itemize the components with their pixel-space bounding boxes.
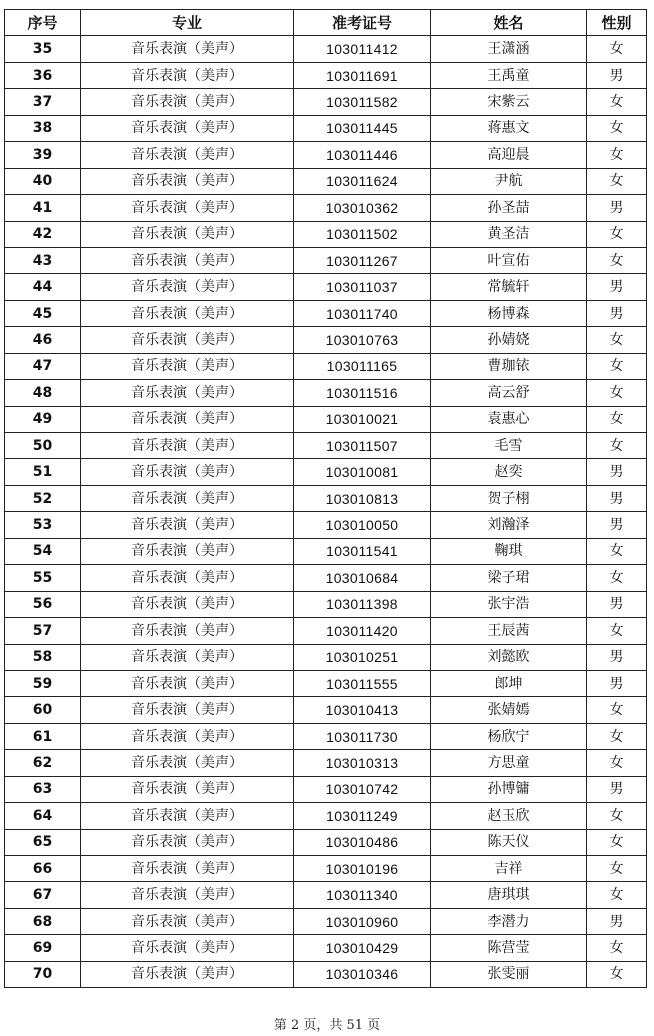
student-name-cell: 梁子珺 xyxy=(431,565,587,591)
exam-id-cell: 103010429 xyxy=(294,935,431,961)
table-row xyxy=(5,62,647,88)
gender-cell: 女 xyxy=(587,168,647,194)
student-name-cell: 王潇涵 xyxy=(431,36,587,62)
header-exam-id: 准考证号 xyxy=(294,10,431,36)
student-name-cell: 杨博森 xyxy=(431,300,587,326)
student-name-cell: 刘瀚泽 xyxy=(431,512,587,538)
exam-id-cell: 103011249 xyxy=(294,803,431,829)
table-row xyxy=(5,380,647,406)
gender-cell: 女 xyxy=(587,856,647,882)
table-row xyxy=(5,829,647,855)
table-row xyxy=(5,327,647,353)
serial-number-cell: 40 xyxy=(5,168,81,194)
exam-id-cell: 103010313 xyxy=(294,750,431,776)
major-cell: 音乐表演（美声） xyxy=(81,697,294,723)
student-name-cell: 赵奕 xyxy=(431,459,587,485)
exam-id-cell: 103010813 xyxy=(294,485,431,511)
table-row xyxy=(5,433,647,459)
table-row xyxy=(5,512,647,538)
table-row xyxy=(5,644,647,670)
major-cell: 音乐表演（美声） xyxy=(81,803,294,829)
gender-cell: 女 xyxy=(587,221,647,247)
gender-cell: 男 xyxy=(587,908,647,934)
serial-number-cell: 62 xyxy=(5,750,81,776)
major-cell: 音乐表演（美声） xyxy=(81,882,294,908)
table-row xyxy=(5,697,647,723)
student-name-cell: 方思童 xyxy=(431,750,587,776)
student-name-cell: 杨欣宁 xyxy=(431,723,587,749)
serial-number-cell: 54 xyxy=(5,538,81,564)
table-row xyxy=(5,353,647,379)
header-gender: 性别 xyxy=(587,10,647,36)
student-name-cell: 孙圣喆 xyxy=(431,195,587,221)
gender-cell: 女 xyxy=(587,565,647,591)
table-row xyxy=(5,670,647,696)
major-cell: 音乐表演（美声） xyxy=(81,591,294,617)
serial-number-cell: 55 xyxy=(5,565,81,591)
serial-number-cell: 57 xyxy=(5,618,81,644)
major-cell: 音乐表演（美声） xyxy=(81,115,294,141)
student-name-cell: 曹珈铱 xyxy=(431,353,587,379)
exam-id-cell: 103010742 xyxy=(294,776,431,802)
serial-number-cell: 69 xyxy=(5,935,81,961)
serial-number-cell: 36 xyxy=(5,62,81,88)
table-row xyxy=(5,115,647,141)
exam-id-cell: 103010486 xyxy=(294,829,431,855)
student-name-cell: 高云舒 xyxy=(431,380,587,406)
major-cell: 音乐表演（美声） xyxy=(81,485,294,511)
exam-id-cell: 103011037 xyxy=(294,274,431,300)
student-name-cell: 高迎晨 xyxy=(431,142,587,168)
student-name-cell: 黄圣洁 xyxy=(431,221,587,247)
table-row xyxy=(5,723,647,749)
student-name-cell: 陈营莹 xyxy=(431,935,587,961)
table-row xyxy=(5,168,647,194)
major-cell: 音乐表演（美声） xyxy=(81,327,294,353)
student-name-cell: 袁惠心 xyxy=(431,406,587,432)
serial-number-cell: 70 xyxy=(5,961,81,987)
gender-cell: 女 xyxy=(587,36,647,62)
student-name-cell: 蒋惠文 xyxy=(431,115,587,141)
table-row xyxy=(5,247,647,273)
table-row xyxy=(5,908,647,934)
major-cell: 音乐表演（美声） xyxy=(81,565,294,591)
exam-id-cell: 103011412 xyxy=(294,36,431,62)
serial-number-cell: 65 xyxy=(5,829,81,855)
gender-cell: 男 xyxy=(587,274,647,300)
exam-id-cell: 103010362 xyxy=(294,195,431,221)
gender-cell: 女 xyxy=(587,618,647,644)
serial-number-cell: 46 xyxy=(5,327,81,353)
table-row xyxy=(5,142,647,168)
student-name-cell: 唐琪琪 xyxy=(431,882,587,908)
serial-number-cell: 53 xyxy=(5,512,81,538)
student-name-cell: 张婧嫣 xyxy=(431,697,587,723)
gender-cell: 女 xyxy=(587,433,647,459)
serial-number-cell: 39 xyxy=(5,142,81,168)
exam-id-cell: 103010763 xyxy=(294,327,431,353)
major-cell: 音乐表演（美声） xyxy=(81,406,294,432)
gender-cell: 女 xyxy=(587,961,647,987)
exam-id-cell: 103011340 xyxy=(294,882,431,908)
student-name-cell: 常毓轩 xyxy=(431,274,587,300)
table-row xyxy=(5,459,647,485)
header-serial-number: 序号 xyxy=(5,10,81,36)
major-cell: 音乐表演（美声） xyxy=(81,829,294,855)
gender-cell: 女 xyxy=(587,380,647,406)
serial-number-cell: 60 xyxy=(5,697,81,723)
gender-cell: 男 xyxy=(587,62,647,88)
exam-id-cell: 103010346 xyxy=(294,961,431,987)
table-row xyxy=(5,221,647,247)
major-cell: 音乐表演（美声） xyxy=(81,776,294,802)
page-number-footer: 第 2 页，共 51 页 xyxy=(273,1018,381,1033)
serial-number-cell: 42 xyxy=(5,221,81,247)
gender-cell: 女 xyxy=(587,115,647,141)
student-name-cell: 赵玉欣 xyxy=(431,803,587,829)
exam-id-cell: 103011398 xyxy=(294,591,431,617)
major-cell: 音乐表演（美声） xyxy=(81,62,294,88)
exam-id-cell: 103011507 xyxy=(294,433,431,459)
gender-cell: 女 xyxy=(587,829,647,855)
exam-id-cell: 103010196 xyxy=(294,856,431,882)
table-row xyxy=(5,803,647,829)
exam-id-cell: 103010413 xyxy=(294,697,431,723)
table-row xyxy=(5,591,647,617)
serial-number-cell: 67 xyxy=(5,882,81,908)
major-cell: 音乐表演（美声） xyxy=(81,433,294,459)
table-row xyxy=(5,776,647,802)
exam-id-cell: 103011267 xyxy=(294,247,431,273)
major-cell: 音乐表演（美声） xyxy=(81,670,294,696)
serial-number-cell: 38 xyxy=(5,115,81,141)
gender-cell: 女 xyxy=(587,882,647,908)
exam-id-cell: 103010021 xyxy=(294,406,431,432)
serial-number-cell: 50 xyxy=(5,433,81,459)
gender-cell: 女 xyxy=(587,538,647,564)
table-row xyxy=(5,538,647,564)
student-name-cell: 刘懿欧 xyxy=(431,644,587,670)
serial-number-cell: 51 xyxy=(5,459,81,485)
gender-cell: 女 xyxy=(587,142,647,168)
major-cell: 音乐表演（美声） xyxy=(81,512,294,538)
exam-id-cell: 103011516 xyxy=(294,380,431,406)
gender-cell: 女 xyxy=(587,353,647,379)
exam-id-cell: 103010081 xyxy=(294,459,431,485)
exam-id-cell: 103011445 xyxy=(294,115,431,141)
exam-id-cell: 103011740 xyxy=(294,300,431,326)
serial-number-cell: 37 xyxy=(5,89,81,115)
table-row xyxy=(5,882,647,908)
exam-id-cell: 103011165 xyxy=(294,353,431,379)
serial-number-cell: 43 xyxy=(5,247,81,273)
serial-number-cell: 44 xyxy=(5,274,81,300)
major-cell: 音乐表演（美声） xyxy=(81,36,294,62)
major-cell: 音乐表演（美声） xyxy=(81,644,294,670)
gender-cell: 男 xyxy=(587,300,647,326)
serial-number-cell: 56 xyxy=(5,591,81,617)
major-cell: 音乐表演（美声） xyxy=(81,247,294,273)
gender-cell: 女 xyxy=(587,327,647,353)
serial-number-cell: 63 xyxy=(5,776,81,802)
gender-cell: 男 xyxy=(587,670,647,696)
gender-cell: 男 xyxy=(587,459,647,485)
serial-number-cell: 61 xyxy=(5,723,81,749)
major-cell: 音乐表演（美声） xyxy=(81,750,294,776)
exam-id-cell: 103010251 xyxy=(294,644,431,670)
student-name-cell: 张宇浩 xyxy=(431,591,587,617)
serial-number-cell: 48 xyxy=(5,380,81,406)
exam-id-cell: 103010960 xyxy=(294,908,431,934)
exam-id-cell: 103011420 xyxy=(294,618,431,644)
student-name-cell: 张雯丽 xyxy=(431,961,587,987)
gender-cell: 女 xyxy=(587,697,647,723)
table-row xyxy=(5,36,647,62)
major-cell: 音乐表演（美声） xyxy=(81,459,294,485)
exam-id-cell: 103011502 xyxy=(294,221,431,247)
serial-number-cell: 47 xyxy=(5,353,81,379)
serial-number-cell: 35 xyxy=(5,36,81,62)
gender-cell: 女 xyxy=(587,406,647,432)
serial-number-cell: 64 xyxy=(5,803,81,829)
table-row xyxy=(5,406,647,432)
gender-cell: 男 xyxy=(587,644,647,670)
serial-number-cell: 49 xyxy=(5,406,81,432)
exam-id-cell: 103011582 xyxy=(294,89,431,115)
gender-cell: 男 xyxy=(587,512,647,538)
table-row xyxy=(5,195,647,221)
student-name-cell: 叶宣佑 xyxy=(431,247,587,273)
exam-id-cell: 103011446 xyxy=(294,142,431,168)
major-cell: 音乐表演（美声） xyxy=(81,538,294,564)
major-cell: 音乐表演（美声） xyxy=(81,300,294,326)
exam-id-cell: 103011730 xyxy=(294,723,431,749)
exam-id-cell: 103010684 xyxy=(294,565,431,591)
table-row xyxy=(5,485,647,511)
header-name: 姓名 xyxy=(431,10,587,36)
table-row xyxy=(5,856,647,882)
serial-number-cell: 66 xyxy=(5,856,81,882)
major-cell: 音乐表演（美声） xyxy=(81,908,294,934)
exam-id-cell: 103011691 xyxy=(294,62,431,88)
major-cell: 音乐表演（美声） xyxy=(81,723,294,749)
student-name-cell: 陈天仪 xyxy=(431,829,587,855)
header-major: 专业 xyxy=(81,10,294,36)
admission-roster-table xyxy=(4,9,647,988)
student-name-cell: 鞠琪 xyxy=(431,538,587,564)
serial-number-cell: 59 xyxy=(5,670,81,696)
major-cell: 音乐表演（美声） xyxy=(81,353,294,379)
major-cell: 音乐表演（美声） xyxy=(81,142,294,168)
major-cell: 音乐表演（美声） xyxy=(81,380,294,406)
student-name-cell: 李潜力 xyxy=(431,908,587,934)
gender-cell: 女 xyxy=(587,723,647,749)
table-row xyxy=(5,565,647,591)
student-name-cell: 吉祥 xyxy=(431,856,587,882)
gender-cell: 男 xyxy=(587,776,647,802)
gender-cell: 男 xyxy=(587,591,647,617)
serial-number-cell: 52 xyxy=(5,485,81,511)
gender-cell: 女 xyxy=(587,247,647,273)
student-name-cell: 孙博镛 xyxy=(431,776,587,802)
table-row xyxy=(5,618,647,644)
exam-id-cell: 103011624 xyxy=(294,168,431,194)
serial-number-cell: 41 xyxy=(5,195,81,221)
major-cell: 音乐表演（美声） xyxy=(81,618,294,644)
gender-cell: 女 xyxy=(587,935,647,961)
gender-cell: 女 xyxy=(587,750,647,776)
student-name-cell: 宋紫云 xyxy=(431,89,587,115)
exam-id-cell: 103011541 xyxy=(294,538,431,564)
gender-cell: 男 xyxy=(587,485,647,511)
table-row xyxy=(5,300,647,326)
student-name-cell: 郎坤 xyxy=(431,670,587,696)
student-name-cell: 尹航 xyxy=(431,168,587,194)
major-cell: 音乐表演（美声） xyxy=(81,89,294,115)
exam-id-cell: 103010050 xyxy=(294,512,431,538)
table-body xyxy=(5,36,647,988)
table-row xyxy=(5,961,647,987)
gender-cell: 男 xyxy=(587,195,647,221)
table-header-row xyxy=(5,10,647,36)
major-cell: 音乐表演（美声） xyxy=(81,221,294,247)
student-name-cell: 王禹童 xyxy=(431,62,587,88)
table-row xyxy=(5,935,647,961)
student-name-cell: 毛雪 xyxy=(431,433,587,459)
major-cell: 音乐表演（美声） xyxy=(81,168,294,194)
table-row xyxy=(5,750,647,776)
serial-number-cell: 58 xyxy=(5,644,81,670)
student-name-cell: 王辰茜 xyxy=(431,618,587,644)
exam-id-cell: 103011555 xyxy=(294,670,431,696)
table-row xyxy=(5,89,647,115)
student-name-cell: 孙婧娆 xyxy=(431,327,587,353)
serial-number-cell: 68 xyxy=(5,908,81,934)
gender-cell: 女 xyxy=(587,89,647,115)
gender-cell: 女 xyxy=(587,803,647,829)
major-cell: 音乐表演（美声） xyxy=(81,961,294,987)
major-cell: 音乐表演（美声） xyxy=(81,935,294,961)
serial-number-cell: 45 xyxy=(5,300,81,326)
major-cell: 音乐表演（美声） xyxy=(81,856,294,882)
student-name-cell: 贺子栩 xyxy=(431,485,587,511)
major-cell: 音乐表演（美声） xyxy=(81,195,294,221)
major-cell: 音乐表演（美声） xyxy=(81,274,294,300)
table-row xyxy=(5,274,647,300)
